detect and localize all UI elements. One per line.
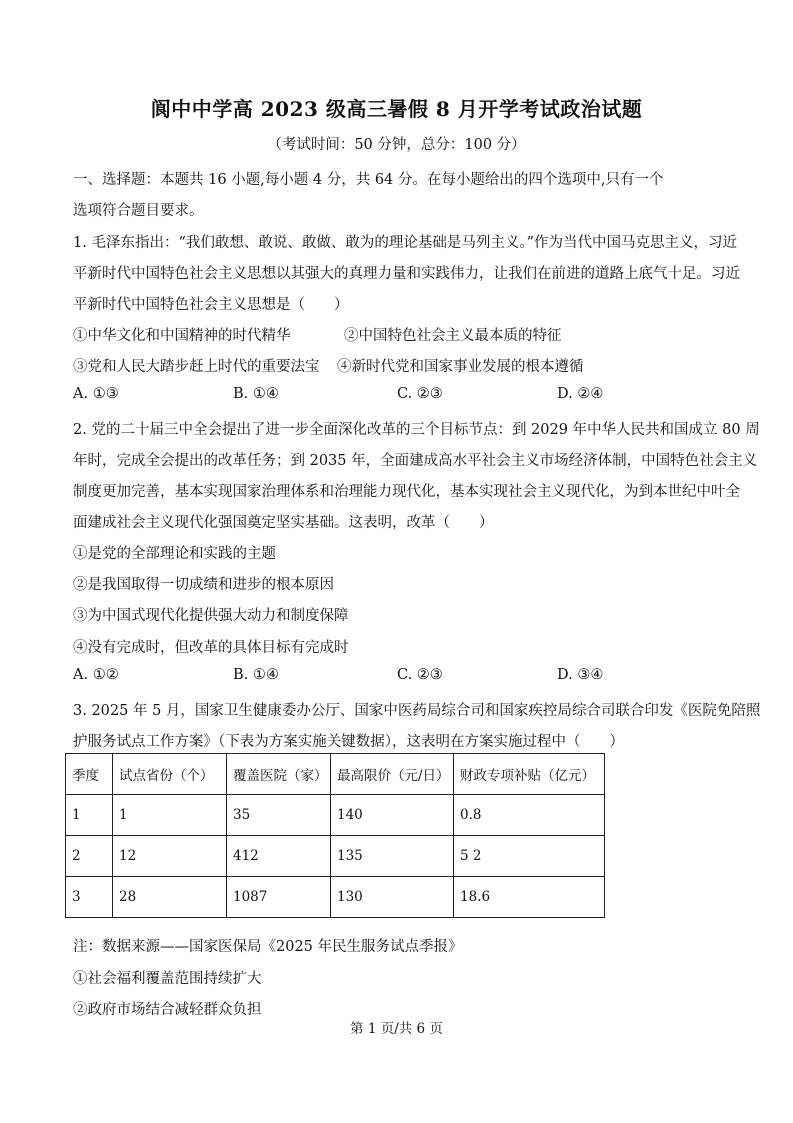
q3-data-table: [65, 753, 605, 918]
table-header-cell: 财政专项补贴（亿元）: [454, 754, 605, 795]
q1-choice-a: A. ①③: [73, 386, 119, 402]
table-row: [66, 877, 605, 918]
q1-stem-line-2: 平新时代中国特色社会主义思想以其强大的真理力量和实践伟力，让我们在前进的道路上底气十足。习近: [73, 266, 740, 282]
table-cell: 28: [113, 877, 227, 918]
table-cell: 412: [227, 836, 331, 877]
q2-statement-3: ③为中国式现代化提供强大动力和制度保障: [73, 608, 349, 624]
q1-statement-2: ②中国特色社会主义最本质的特征: [344, 328, 562, 344]
q3-statement-1: ①社会福利覆盖范围持续扩大: [73, 971, 262, 987]
table-header-cell: 覆盖医院（家）: [227, 754, 331, 795]
table-header-cell: 试点省份（个）: [113, 754, 227, 795]
table-cell: 3: [66, 877, 113, 918]
section-instructions-line-1: 一、选择题：本题共 16 小题,每小题 4 分，共 64 分。在每小题给出的四个选项中,只有一个: [73, 172, 664, 188]
table-header-cell: 季度: [66, 754, 113, 795]
q2-stem-line-3: 制度更加完善，基本实现国家治理体系和治理能力现代化，基本实现社会主义现代化，为到本世纪中叶全: [73, 484, 740, 500]
table-cell: 18.6: [454, 877, 605, 918]
q1-choice-b: B. ①④: [233, 386, 279, 402]
q3-statement-2: ②政府市场结合减轻群众负担: [73, 1002, 262, 1018]
page-footer: 第 1 页/共 6 页: [350, 1021, 443, 1037]
table-cell: 0.8: [454, 795, 605, 836]
q3-table-note: 注：数据来源——国家医保局《2025 年民生服务试点季报》: [73, 939, 463, 955]
q1-statement-4: ④新时代党和国家事业发展的根本遵循: [337, 359, 584, 375]
table-cell: 140: [331, 795, 454, 836]
q1-stem-line-3: 平新时代中国特色社会主义思想是（ ）: [73, 297, 349, 313]
section-instructions-line-2: 选项符合题目要求。: [73, 203, 204, 219]
q1-stem-line-1: 1. 毛泽东指出：“我们敢想、敢说、敢做、敢为的理论基础是马列主义。”作为当代中国马克思主义，习近: [73, 235, 738, 251]
table-row: [66, 836, 605, 877]
q2-choice-b: B. ①④: [233, 667, 279, 683]
table-cell: 12: [113, 836, 227, 877]
table-cell: 1: [66, 795, 113, 836]
q3-stem-line-1: 3. 2025 年 5 月，国家卫生健康委办公厅、国家中医药局综合司和国家疾控局综合司联合印发《医院免陪照: [73, 703, 761, 719]
q1-choice-d: D. ②④: [557, 386, 604, 402]
exam-title: 阆中中学高 2023 级高三暑假 8 月开学考试政治试题: [150, 97, 643, 121]
q2-stem-line-4: 面建成社会主义现代化强国奠定坚实基础。这表明，改革（ ）: [73, 515, 494, 531]
table-row: [66, 795, 605, 836]
table-header-cell: 最高限价（元/日）: [331, 754, 454, 795]
exam-subtitle: （考试时间：50 分钟，总分：100 分）: [267, 137, 526, 153]
q2-choice-d: D. ③④: [557, 667, 604, 683]
table-cell: 130: [331, 877, 454, 918]
table-cell: 135: [331, 836, 454, 877]
q2-stem-line-1: 2. 党的二十届三中全会提出了进一步全面深化改革的三个目标节点：到 2029 年中华人民共和国成立 80 周: [73, 422, 760, 438]
table-cell: 1087: [227, 877, 331, 918]
q3-stem-line-2: 护服务试点工作方案》（下表为方案实施关键数据），这表明在方案实施过程中（ ）: [73, 734, 624, 750]
q1-statement-3: ③党和人民大踏步赶上时代的重要法宝: [73, 359, 320, 375]
q2-choice-c: C. ②③: [397, 667, 443, 683]
q1-statement-1: ①中华文化和中国精神的时代精华: [73, 328, 291, 344]
table-cell: 2: [66, 836, 113, 877]
table-cell: 1: [113, 795, 227, 836]
q2-stem-line-2: 年时，完成全会提出的改革任务；到 2035 年，全面建成高水平社会主义市场经济体制，中国特色社会主义: [73, 453, 758, 469]
q2-statement-4: ④没有完成时，但改革的具体目标有完成时: [73, 640, 349, 656]
table-cell: 5 2: [454, 836, 605, 877]
table-header-row: [66, 754, 605, 795]
q2-statement-1: ①是党的全部理论和实践的主题: [73, 546, 276, 562]
q1-choice-c: C. ②③: [397, 386, 443, 402]
q2-statement-2: ②是我国取得一切成绩和进步的根本原因: [73, 577, 334, 593]
table-cell: 35: [227, 795, 331, 836]
q2-choice-a: A. ①②: [73, 667, 119, 683]
